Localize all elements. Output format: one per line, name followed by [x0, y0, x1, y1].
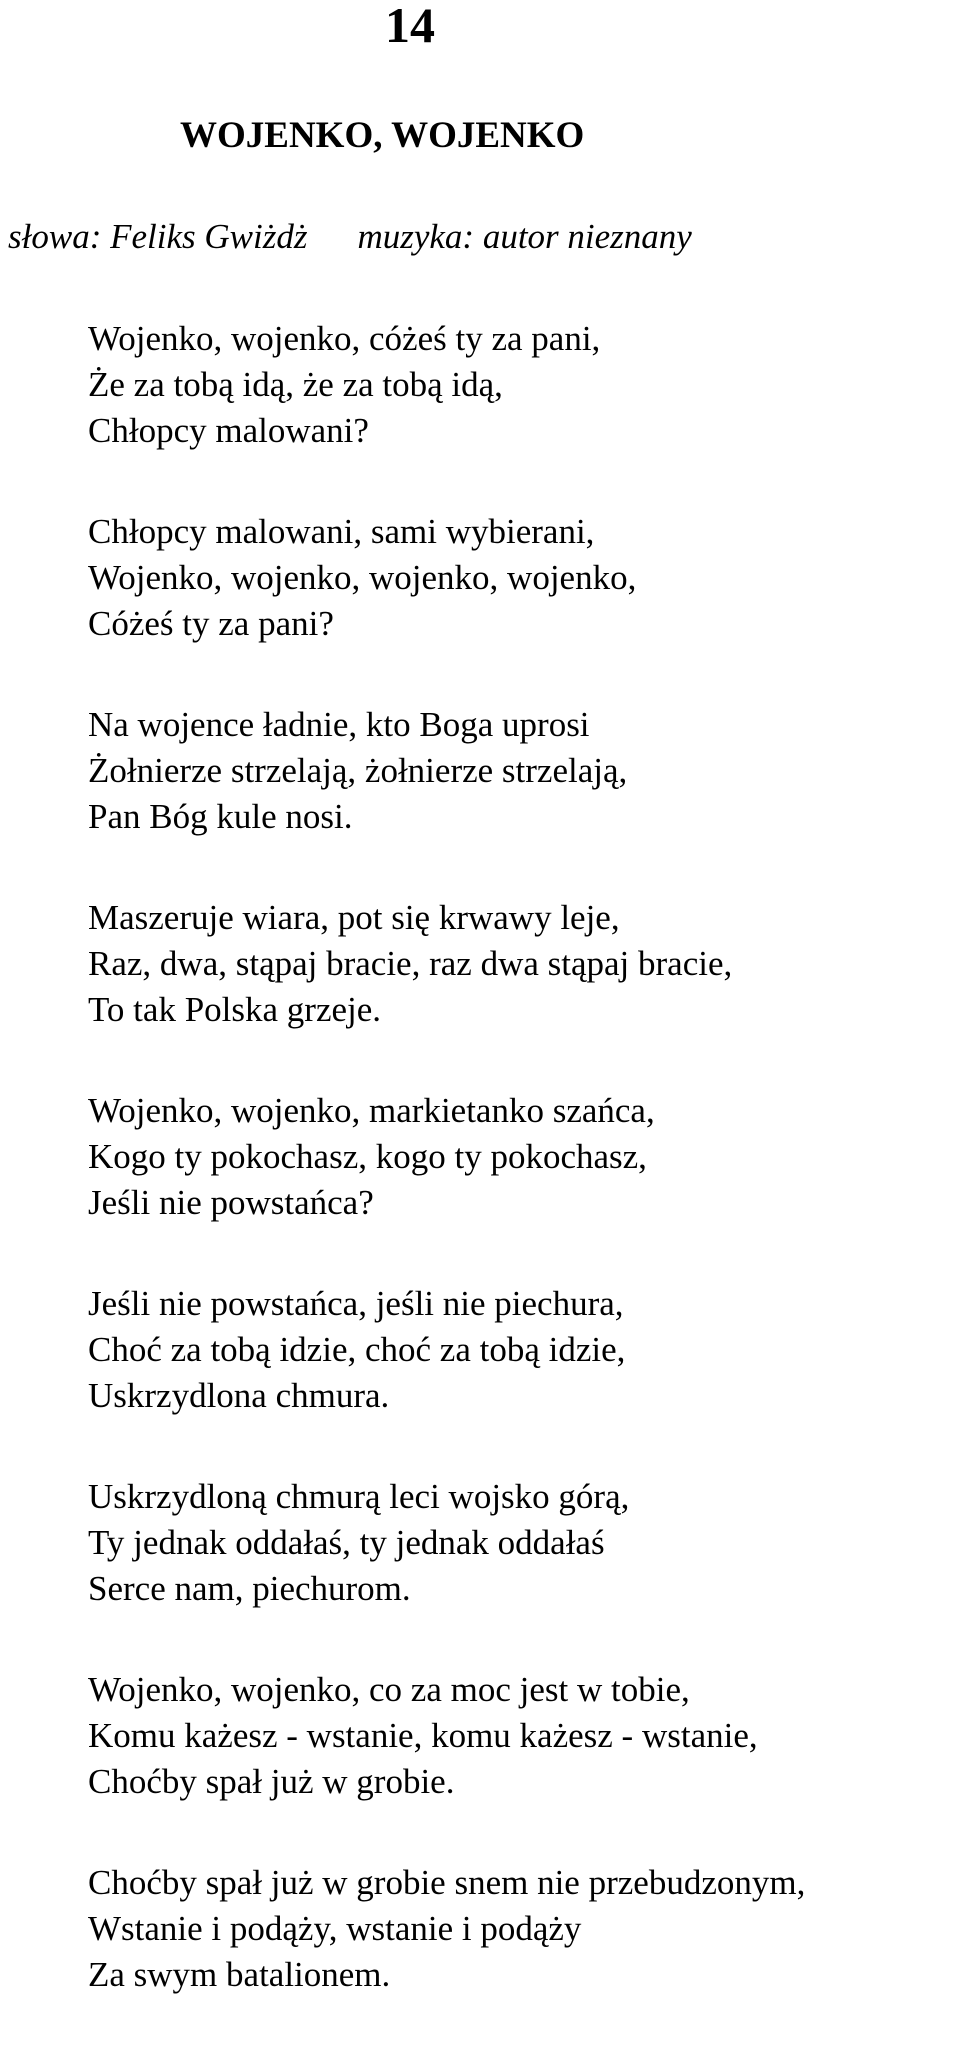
stanza-3: [88, 702, 954, 895]
stanza-2: [88, 509, 954, 702]
stanza-9: [88, 1860, 954, 2053]
lyric-line: Chłopcy malowani, sami wybierani,: [88, 512, 595, 551]
stanza-6: [88, 1281, 954, 1474]
lyric-line: Raz, dwa, stąpaj bracie, raz dwa stąpaj bracie,: [88, 944, 733, 983]
lyric-line: Wojenko, wojenko, markietanko szańca,: [88, 1091, 655, 1130]
lyric-line: Kogo ty pokochasz, kogo ty pokochasz,: [88, 1137, 647, 1176]
lyric-line: Chłopcy malowani?: [88, 411, 369, 450]
lyric-line: Na wojence ładnie, kto Boga uprosi: [88, 705, 590, 744]
stanza-4: [88, 895, 954, 1088]
lyric-line: Serce nam, piechurom.: [88, 1569, 411, 1608]
lyric-line: Wojenko, wojenko, co za moc jest w tobie,: [88, 1670, 690, 1709]
lyric-line: Wojenko, wojenko, cóżeś ty za pani,: [88, 319, 601, 358]
lyric-line: Uskrzydloną chmurą leci wojsko górą,: [88, 1477, 630, 1516]
lyric-line: Maszeruje wiara, pot się krwawy leje,: [88, 898, 620, 937]
lyric-line: Wojenko, wojenko, wojenko, wojenko,: [88, 558, 637, 597]
lyrics: [88, 316, 954, 2053]
lyric-line: Że za tobą idą, że za tobą idą,: [88, 365, 503, 404]
lyric-line: Za swym batalionem.: [88, 1955, 391, 1994]
stanza-8: [88, 1667, 954, 1860]
stanza-5: [88, 1088, 954, 1281]
lyric-line: Komu każesz - wstanie, komu każesz - wstanie,: [88, 1716, 758, 1755]
stanza-1: [88, 316, 954, 509]
lyricist-credit: słowa: Feliks Gwiżdż: [8, 217, 308, 256]
lyric-line: Choćby spał już w grobie.: [88, 1762, 455, 1801]
lyric-line: Jeśli nie powstańca, jeśli nie piechura,: [88, 1284, 624, 1323]
stanza-7: [88, 1474, 954, 1667]
lyric-line: Cóżeś ty za pani?: [88, 604, 334, 643]
lyric-line: Choćby spał już w grobie snem nie przebudzonym,: [88, 1863, 806, 1902]
lyric-line: Żołnierze strzelają, żołnierze strzelają,: [88, 751, 628, 790]
lyric-line: Choć za tobą idzie, choć za tobą idzie,: [88, 1330, 626, 1369]
lyric-line: Ty jednak oddałaś, ty jednak oddałaś: [88, 1523, 605, 1562]
composer-credit: muzyka: autor nieznany: [357, 217, 692, 256]
lyric-line: To tak Polska grzeje.: [88, 990, 382, 1029]
lyric-line: Wstanie i podąży, wstanie i podąży: [88, 1909, 582, 1948]
lyric-line: Jeśli nie powstańca?: [88, 1183, 374, 1222]
credits: [8, 215, 692, 259]
lyric-line: Pan Bóg kule nosi.: [88, 797, 353, 836]
lyric-line: Uskrzydlona chmura.: [88, 1376, 390, 1415]
song-title: WOJENKO, WOJENKO: [180, 115, 585, 156]
page-number: 14: [385, 0, 435, 53]
